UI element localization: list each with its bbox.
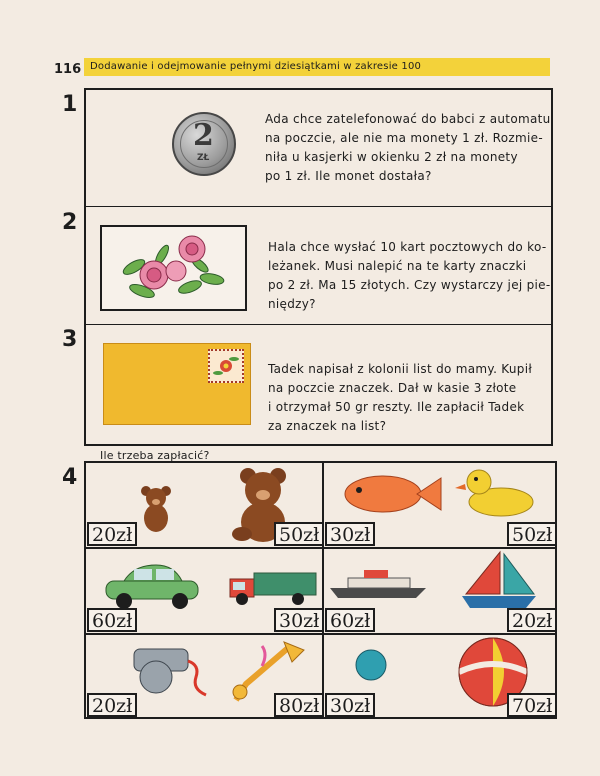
coin-digit: 2	[193, 118, 214, 153]
whistle-icon	[130, 643, 210, 699]
postcard-image	[100, 225, 247, 311]
price-tag: 70zł	[507, 693, 557, 717]
price-tag: 30zł	[274, 608, 324, 632]
price-tag: 50zł	[507, 522, 557, 546]
price-tag: 20zł	[87, 693, 137, 717]
text-line: Ada chce zatelefonować do babci z automatu	[265, 112, 551, 126]
text-line: Hala chce wysłać 10 kart pocztowych do ko-	[268, 240, 547, 254]
price-tag: 30zł	[325, 522, 375, 546]
duck-icon	[455, 466, 537, 518]
text-line: Tadek napisał z kolonii list do mamy. Kupił	[268, 362, 533, 376]
exercise-2-number: 2	[62, 210, 78, 235]
exercise-4-question: Ile trzeba zapłacić?	[100, 449, 210, 462]
fish-icon	[343, 472, 443, 516]
text-line: na poczcie, ale nie ma monety 1 zł. Rozmie-	[265, 131, 543, 145]
text-line: za znaczek na list?	[268, 419, 387, 433]
text-line: na poczcie znaczek. Dał w kasie 3 złote	[268, 381, 517, 395]
page-number: 116	[54, 62, 82, 77]
stamp-icon	[208, 349, 244, 383]
price-tag: 20zł	[87, 522, 137, 546]
price-tag: 80zł	[274, 693, 324, 717]
stamp-flower-icon	[210, 351, 242, 381]
grid-divider	[322, 461, 324, 719]
price-tag: 60zł	[87, 608, 137, 632]
price-tag: 60zł	[325, 608, 375, 632]
small-ball-icon	[354, 648, 388, 682]
grid-divider	[84, 547, 557, 549]
exercise-1-text	[265, 110, 551, 186]
price-tag: 50zł	[274, 522, 324, 546]
text-line: po 1 zł. Ile monet dostała?	[265, 169, 432, 183]
text-line: i otrzymał 50 gr reszty. Ile zapłacił Tadek	[268, 400, 525, 414]
price-tag: 20zł	[507, 608, 557, 632]
sailboat-icon	[460, 550, 538, 612]
price-tag: 30zł	[325, 693, 375, 717]
exercise-3-number: 3	[62, 327, 78, 352]
exercise-4-number: 4	[62, 465, 78, 490]
divider	[84, 324, 553, 325]
text-line: po 2 zł. Ma 15 złotych. Czy wystarczy jej pie-	[268, 278, 551, 292]
ship-icon	[328, 566, 428, 600]
teddy-bear-small-icon	[138, 484, 174, 536]
roses-icon	[102, 227, 245, 309]
divider	[84, 206, 553, 207]
exercise-1-number: 1	[62, 92, 78, 117]
exercise-3-text	[268, 360, 532, 436]
text-line: niędzy?	[268, 297, 316, 311]
text-line: niła u kasjerki w okienku 2 zł na monety	[265, 150, 518, 164]
exercise-2-text	[268, 238, 551, 314]
truck-icon	[228, 565, 318, 607]
coin-unit: ZŁ	[197, 153, 210, 163]
chapter-title: Dodawanie i odejmowanie pełnymi dziesiątkami w zakresie 100	[90, 61, 422, 72]
text-line: leżanek. Musi nalepić na te karty znaczki	[268, 259, 527, 273]
car-icon	[104, 563, 200, 611]
